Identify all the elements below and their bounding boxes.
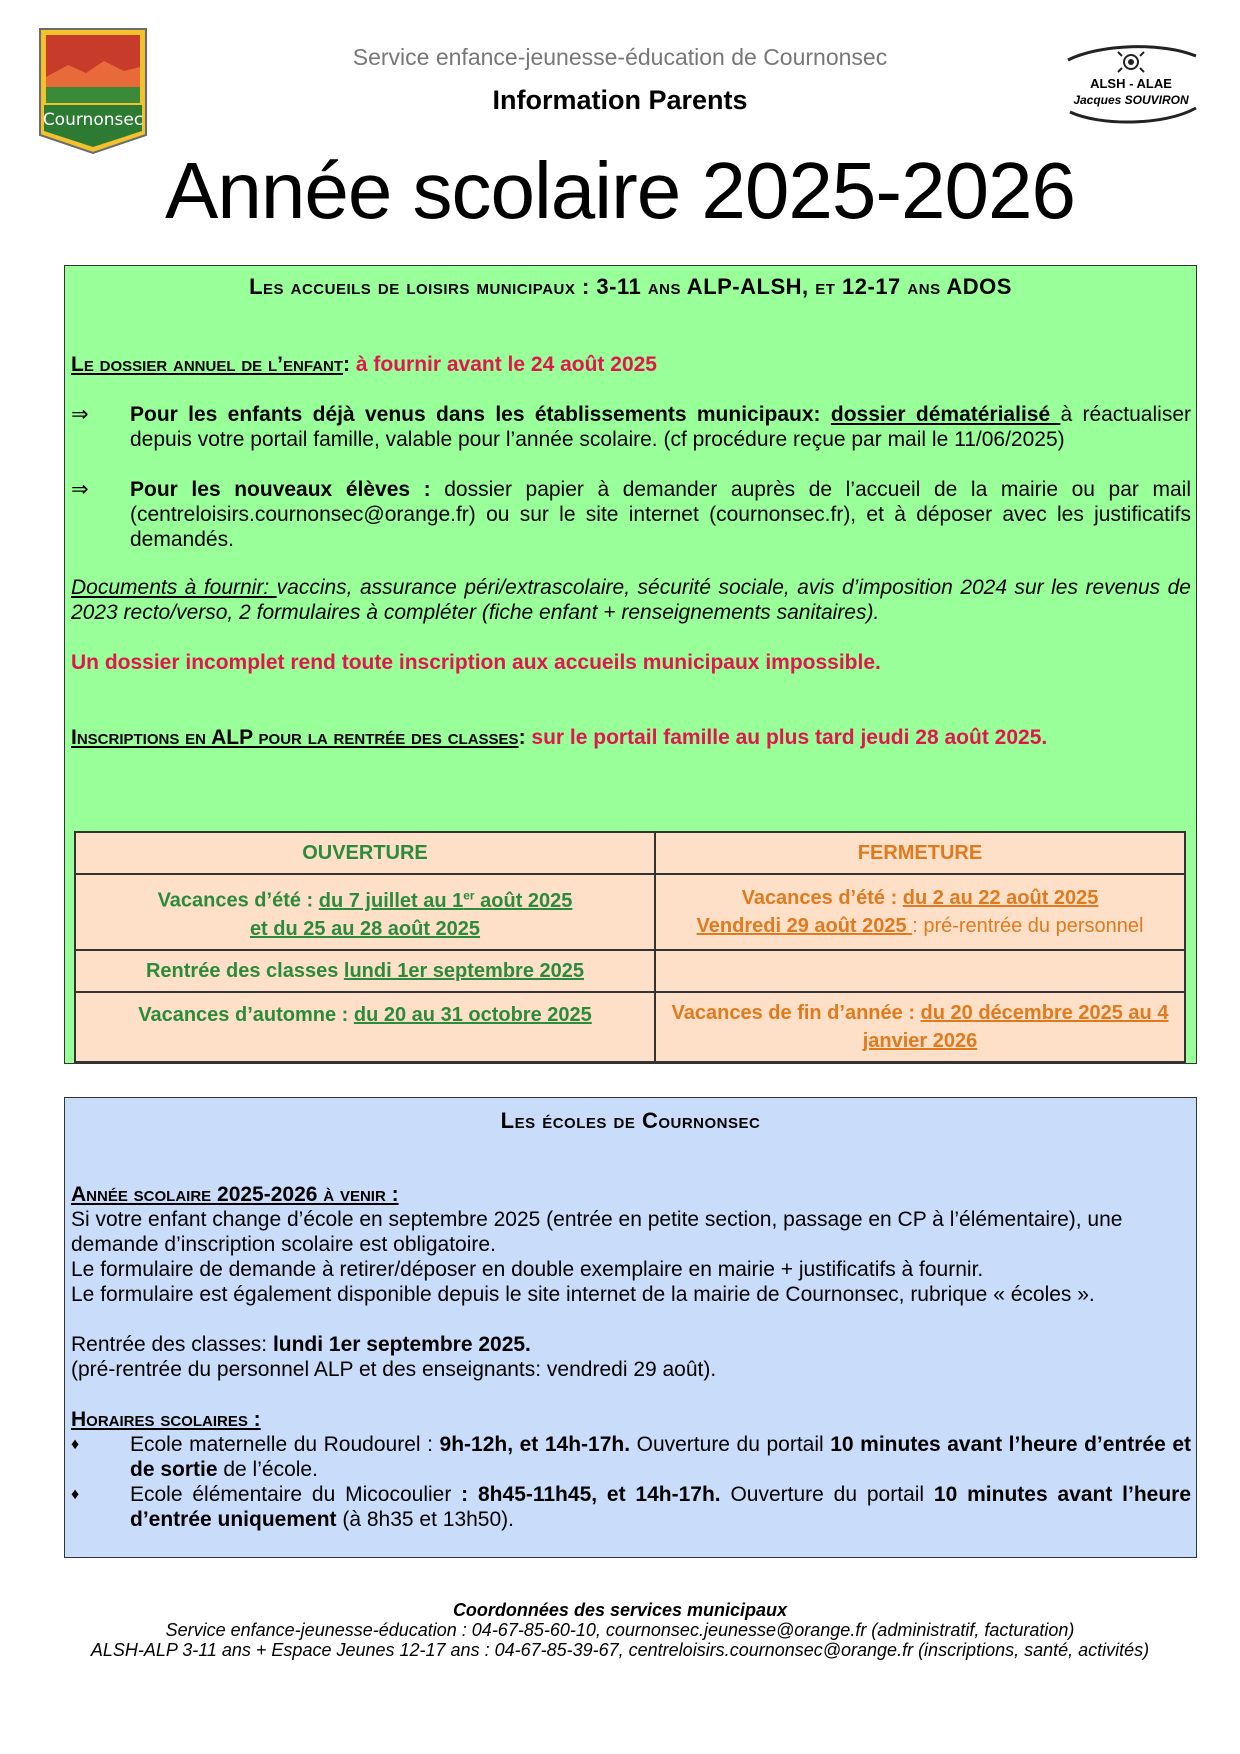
calendar-table xyxy=(74,831,1186,1063)
loisirs-title: Les accueils de loisirs municipaux : 3-11 ans ALP-ALSH, et 12-17 ans ADOS xyxy=(249,274,1012,299)
h1-e: de l’école. xyxy=(217,1458,318,1481)
prerentree-text: (pré-rentrée du personnel ALP et des enseignants: vendredi 29 août). xyxy=(71,1358,717,1381)
ete-ouverture-dates-b: août 2025 xyxy=(474,889,573,912)
warning-text: Un dossier incomplet rend toute inscription aux accueils municipaux impossible. xyxy=(71,651,881,674)
bullet-nouveaux-text: dossier papier à demander auprès de l’accueil de la mairie ou par mail (centreloisirs.cournonsec@orange.fr) ou sur le site internet (cournonsec.fr), et à déposer avec les justificatifs demandés. xyxy=(130,478,1191,551)
service-line: Service enfance-jeunesse-éducation de Cournonsec xyxy=(352,44,888,70)
documents-paragraph xyxy=(71,575,1191,625)
table-row xyxy=(75,992,1185,1062)
h1-b: 9h-12h, et 14h-17h. xyxy=(439,1433,631,1456)
bullet-anciens-underline: dossier dématérialisé xyxy=(830,403,1061,426)
alsh-logo-line1: ALSH - ALAE xyxy=(1090,76,1172,91)
automne-dates: du 20 au 31 octobre 2025 xyxy=(353,1003,592,1026)
arrow-icon: ⇒ xyxy=(71,403,89,426)
cell-automne-ouverture xyxy=(75,992,655,1062)
rentree-date: lundi 1er septembre 2025 xyxy=(343,959,584,982)
cell-fin-annee-fermeture xyxy=(655,992,1185,1062)
fin-annee-label: Vacances de fin d’année : xyxy=(671,1001,921,1024)
cell-rentree-ouverture xyxy=(75,950,655,992)
cell-ete-fermeture xyxy=(655,874,1185,950)
rentree-classes-date: lundi 1er septembre 2025. xyxy=(272,1333,531,1356)
ete-ouverture-dates xyxy=(319,890,573,912)
arrow-icon: ⇒ xyxy=(71,478,89,501)
h2-b: : 8h45-11h45, et 14h-17h. xyxy=(461,1483,721,1506)
document-subtitle: Information Parents xyxy=(492,85,748,115)
dossier-annuel-line xyxy=(71,352,1191,377)
h2-c: Ouverture du portail xyxy=(720,1483,934,1506)
inscriptions-label: Inscriptions en ALP pour la rentrée des classes xyxy=(71,726,519,749)
footer-title: Coordonnées des services municipaux xyxy=(452,1600,788,1620)
rentree-classes-label: Rentrée des classes: xyxy=(71,1333,273,1356)
ecoles-section xyxy=(64,1097,1197,1558)
h2-e: (à 8h35 et 13h50). xyxy=(336,1508,514,1531)
ecoles-line1: Si votre enfant change d’école en septembre 2025 (entrée en petite section, passage en CP à l’élémentaire), une demande d’inscription scolaire est obligatoire. xyxy=(71,1208,1123,1256)
horaires-label: Horaires scolaires : xyxy=(71,1408,261,1431)
h2-d: 10 minutes avant l’heure d’entrée uniquement xyxy=(130,1483,1192,1531)
h1-d: 10 minutes avant l’heure d’entrée et de sortie xyxy=(130,1433,1192,1481)
col-fermeture-header: FERMETURE xyxy=(655,832,1185,874)
alsh-logo xyxy=(1060,38,1202,128)
rentree-paragraph xyxy=(71,1332,1191,1382)
ecoles-line3: Le formulaire est également disponible depuis le site internet de la mairie de Cournonsec, rubrique « écoles ». xyxy=(71,1283,1095,1306)
cell-rentree-fermeture xyxy=(655,950,1185,992)
ete-fermeture-line2-rest: : pré-rentrée du personnel xyxy=(912,914,1144,937)
diamond-bullet-icon: ♦ xyxy=(71,1436,80,1453)
automne-label: Vacances d’automne : xyxy=(138,1003,354,1026)
table-row xyxy=(75,874,1185,950)
ete-ouverture-dates-a: du 7 juillet au 1 xyxy=(318,889,464,912)
ecoles-paragraph xyxy=(71,1182,1191,1307)
documents-text: vaccins, assurance péri/extrascolaire, sécurité sociale, avis d’imposition 2024 sur les revenus de 2023 recto/verso, 2 formulaires à compléter (fiche enfant + renseignements sanitaires). xyxy=(71,576,1191,624)
bullet-nouveaux xyxy=(71,477,1191,552)
fin-annee-dates: du 20 décembre 2025 au 4 janvier 2026 xyxy=(862,1001,1169,1052)
footer-line2: ALSH-ALP 3-11 ans + Espace Jeunes 12-17 ans : 04-67-85-39-67, centreloisirs.cournonsec@orange.fr (inscriptions, santé, activités) xyxy=(90,1640,1150,1660)
horaire-elementaire xyxy=(71,1482,1191,1532)
ete-ouverture-label: Vacances d’été : xyxy=(157,889,319,912)
ete-ouverture-sup: er xyxy=(463,888,475,902)
bullet-nouveaux-bold: Pour les nouveaux élèves : xyxy=(130,478,445,501)
table-row xyxy=(75,832,1185,874)
bullet-anciens-bold: Pour les enfants déjà venus dans les établissements municipaux: xyxy=(130,403,831,426)
cournonsec-logo-text: Cournonsec xyxy=(42,110,144,130)
ecoles-title: Les écoles de Cournonsec xyxy=(500,1108,761,1133)
bullet-anciens-text: à réactualiser depuis votre portail famille, valable pour l’année scolaire. (cf procédure reçue par mail le 11/06/2025) xyxy=(130,403,1191,451)
inscriptions-paragraph xyxy=(71,725,1191,750)
annee-label: Année scolaire 2025-2026 à venir : xyxy=(71,1183,399,1206)
loisirs-section xyxy=(64,265,1197,1064)
h1-a: Ecole maternelle du Roudourel : xyxy=(130,1433,440,1456)
page-title: Année scolaire 2025-2026 xyxy=(164,146,1076,235)
table-row xyxy=(75,950,1185,992)
dossier-annuel-label: Le dossier annuel de l’enfant xyxy=(71,353,344,376)
col-ouverture-header: OUVERTURE xyxy=(75,832,655,874)
footer xyxy=(0,1600,1240,1660)
h2-a: Ecole élémentaire du Micocoulier xyxy=(130,1483,462,1506)
ecoles-line2: Le formulaire de demande à retirer/déposer en double exemplaire en mairie + justificatifs à fournir. xyxy=(71,1258,984,1281)
ete-fermeture-dates: du 2 au 22 août 2025 xyxy=(902,886,1099,909)
inscriptions-sep: : xyxy=(518,726,532,749)
diamond-bullet-icon: ♦ xyxy=(71,1486,80,1503)
ete-fermeture-label: Vacances d’été : xyxy=(741,886,903,909)
inscriptions-text: sur le portail famille au plus tard jeudi 28 août 2025. xyxy=(531,726,1048,749)
h1-c: Ouverture du portail xyxy=(630,1433,831,1456)
rentree-label: Rentrée des classes xyxy=(145,959,344,982)
documents-label: Documents à fournir: xyxy=(71,576,277,599)
ete-fermeture-line2: Vendredi 29 août 2025 xyxy=(696,914,913,937)
footer-line1: Service enfance-jeunesse-éducation : 04-67-85-60-10, cournonsec.jeunesse@orange.fr (administratif, facturation) xyxy=(165,1620,1075,1640)
ete-ouverture-line2: et du 25 au 28 août 2025 xyxy=(249,917,481,940)
cell-ete-ouverture xyxy=(75,874,655,950)
horaire-maternelle xyxy=(71,1432,1191,1482)
bullet-anciens xyxy=(71,402,1191,452)
dossier-annuel-deadline: à fournir avant le 24 août 2025 xyxy=(355,353,657,376)
alsh-logo-line2: Jacques SOUVIRON xyxy=(1073,93,1189,107)
dossier-annuel-sep: : xyxy=(343,353,356,376)
